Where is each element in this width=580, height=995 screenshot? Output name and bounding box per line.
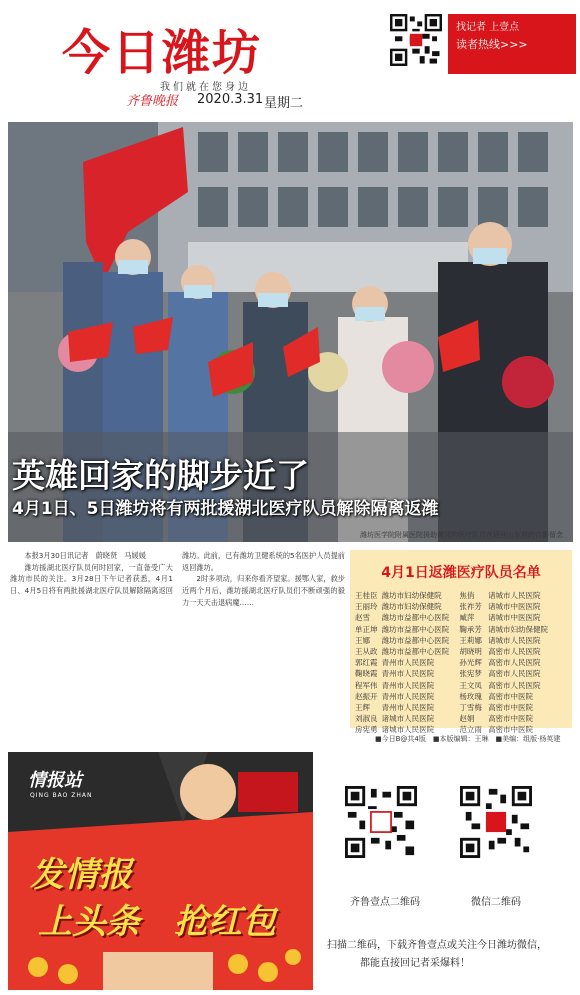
member-hospital: 高密市中医院	[488, 691, 534, 701]
team-list-row	[355, 612, 570, 623]
member-hospital: 潍坊市妇幼保健院	[381, 591, 442, 600]
member-hospital: 青州市人民医院	[381, 658, 435, 668]
member-name: 单正坤	[355, 624, 378, 634]
member-name: 赵雪	[355, 613, 370, 623]
member-name: 王丽玲	[355, 602, 378, 612]
member-name: 王辉	[355, 703, 370, 713]
hotline-label: 读者热线>>>	[456, 38, 528, 51]
paper-logo: 齐鲁晚报	[126, 94, 179, 109]
team-list-row	[355, 624, 570, 635]
team-list-table	[355, 590, 570, 736]
qr-left-label: 齐鲁壹点二维码	[350, 897, 420, 908]
member-hospital: 诸城市人民医院	[488, 591, 541, 600]
cta-line-2: 都能直接回记者采爆料！	[360, 958, 470, 969]
article-byline: 本报3月30日讯记者 蔚晓贤 马媛媛	[24, 551, 146, 560]
issue-weekday: 星期二	[264, 96, 304, 111]
headline: 英雄回家的脚步近了	[12, 456, 309, 495]
ad-slogan-line1: 发情报	[30, 855, 132, 895]
team-list-row	[355, 702, 570, 713]
qilu-yidian-qr-code-icon[interactable]	[345, 786, 417, 858]
member-hospital: 诸城市人民医院	[488, 635, 541, 645]
ad-brand-pinyin: QING BAO ZHAN	[30, 792, 93, 799]
hotline-heading: 找记者 上壹点	[456, 22, 520, 33]
member-hospital: 青州市人民医院	[381, 680, 435, 690]
team-list-row	[355, 590, 570, 601]
member-hospital: 潍坊市妇幼保健院	[381, 602, 442, 612]
member-hospital: 潍坊市益都中心医院	[381, 624, 450, 634]
member-name: 胡晓明	[459, 647, 482, 657]
member-hospital: 高密市人民医院	[488, 669, 541, 679]
member-hospital: 青州市人民医院	[381, 703, 435, 713]
member-hospital: 诸城市人民医院	[381, 725, 435, 735]
team-list-row	[355, 713, 570, 724]
team-list-row	[355, 601, 570, 612]
member-name: 程军伟	[355, 680, 378, 690]
cta-line-1: 扫描二维码，下载齐鲁壹点或关注今日潍坊微信，	[327, 940, 547, 951]
team-list-row	[355, 646, 570, 657]
member-hospital: 高密市人民医院	[488, 680, 541, 690]
promo-ad[interactable]	[8, 752, 313, 990]
member-hospital: 潍坊市益都中心医院	[381, 635, 450, 645]
subheadline: 4月1日、5日潍坊将有两批援湖北医疗队员解除隔离返潍	[12, 499, 439, 519]
ad-slogan-line2: 上头条 抢红包	[38, 902, 276, 942]
wechat-qr-code-icon[interactable]	[460, 786, 532, 858]
team-list-row	[355, 635, 570, 646]
member-name: 郭红霞	[355, 658, 378, 668]
member-name: 王文凤	[459, 680, 482, 690]
member-name: 丁雪梅	[459, 703, 482, 713]
member-hospital: 诸城市妇幼保健院	[488, 624, 549, 634]
team-list-row	[355, 680, 570, 691]
article-body	[10, 550, 345, 730]
member-hospital: 诸城市人民医院	[381, 714, 435, 724]
member-name: 刘淑良	[355, 714, 378, 724]
article-paragraph: 潍坊援湖北医疗队员何时回家，一直备受广大潍坊市民的关注。3月28日下午记者获悉，4月1日、4月5日将有两批援湖北医疗队员解除隔离返回潍坊。此前，已有潍坊卫健系统的5名医护人员提前返回潍坊。	[10, 551, 345, 596]
member-hospital: 诸城市中医医院	[488, 613, 541, 623]
member-hospital: 高密市中医院	[488, 725, 534, 735]
team-list-row	[355, 691, 570, 702]
member-name: 房宪勇	[355, 725, 378, 735]
lead-photo	[8, 122, 573, 542]
member-hospital: 青州市人民医院	[381, 669, 435, 679]
member-hospital: 高密市中医院	[488, 703, 534, 713]
member-hospital: 青州市人民医院	[381, 691, 435, 701]
member-name: 焦俏	[459, 591, 475, 600]
member-hospital: 高密市中医院	[488, 714, 534, 724]
member-hospital: 潍坊市益都中心医院	[381, 613, 450, 623]
member-name: 王从政	[355, 647, 378, 657]
member-name: 鞠晓霞	[355, 669, 378, 679]
member-name: 张宪梦	[459, 669, 482, 679]
member-name: 赵振开	[355, 691, 378, 701]
team-list-row	[355, 668, 570, 679]
member-name: 臧萍	[459, 613, 475, 623]
member-name: 范立雨	[459, 725, 482, 735]
member-name: 赵娟	[459, 714, 475, 724]
qr-code-icon[interactable]	[390, 14, 442, 66]
member-hospital: 高密市人民医院	[488, 647, 541, 657]
member-name: 鞠承芳	[459, 624, 482, 634]
hotline-number: 8538711	[449, 58, 503, 72]
masthead	[0, 0, 580, 118]
team-list-title: 4月1日返潍医疗队员名单	[381, 565, 541, 581]
ad-brand: 情报站	[28, 770, 82, 791]
qr-right-label: 微信二维码	[471, 897, 521, 908]
photo-caption: 潍坊医学院附属医院援助黄冈的医疗队员在返回山东前的合影留念	[360, 531, 563, 539]
member-hospital: 高密市人民医院	[488, 658, 541, 668]
team-list-box	[350, 550, 572, 735]
issue-date: 2020.3.31	[197, 92, 264, 107]
member-hospital: 诸城市中医医院	[488, 602, 541, 612]
member-name: 王桂臣	[355, 591, 378, 600]
member-name: 孙光辉	[459, 658, 482, 668]
team-list-row	[355, 657, 570, 668]
member-name: 杨玫瑰	[459, 691, 482, 701]
slogan: 我们就在您身边	[160, 82, 251, 93]
member-name: 王娜	[355, 635, 370, 645]
page-credits: ■今日B@共4版 ■本版编辑：王琳 ■美编：组版·杨英建	[375, 735, 561, 743]
member-name: 张祚芳	[459, 602, 482, 612]
article-paragraph: 2时多项动，归来你看齐望家。援鄂人家，救步近两个月后，潍坊援湖北医疗队员们不断顽强的毅力一天天击退病魔……	[182, 574, 345, 607]
member-name: 王莉娜	[459, 635, 482, 645]
newspaper-title: 今日潍坊	[62, 25, 263, 81]
member-hospital: 潍坊市益都中心医院	[381, 647, 450, 657]
